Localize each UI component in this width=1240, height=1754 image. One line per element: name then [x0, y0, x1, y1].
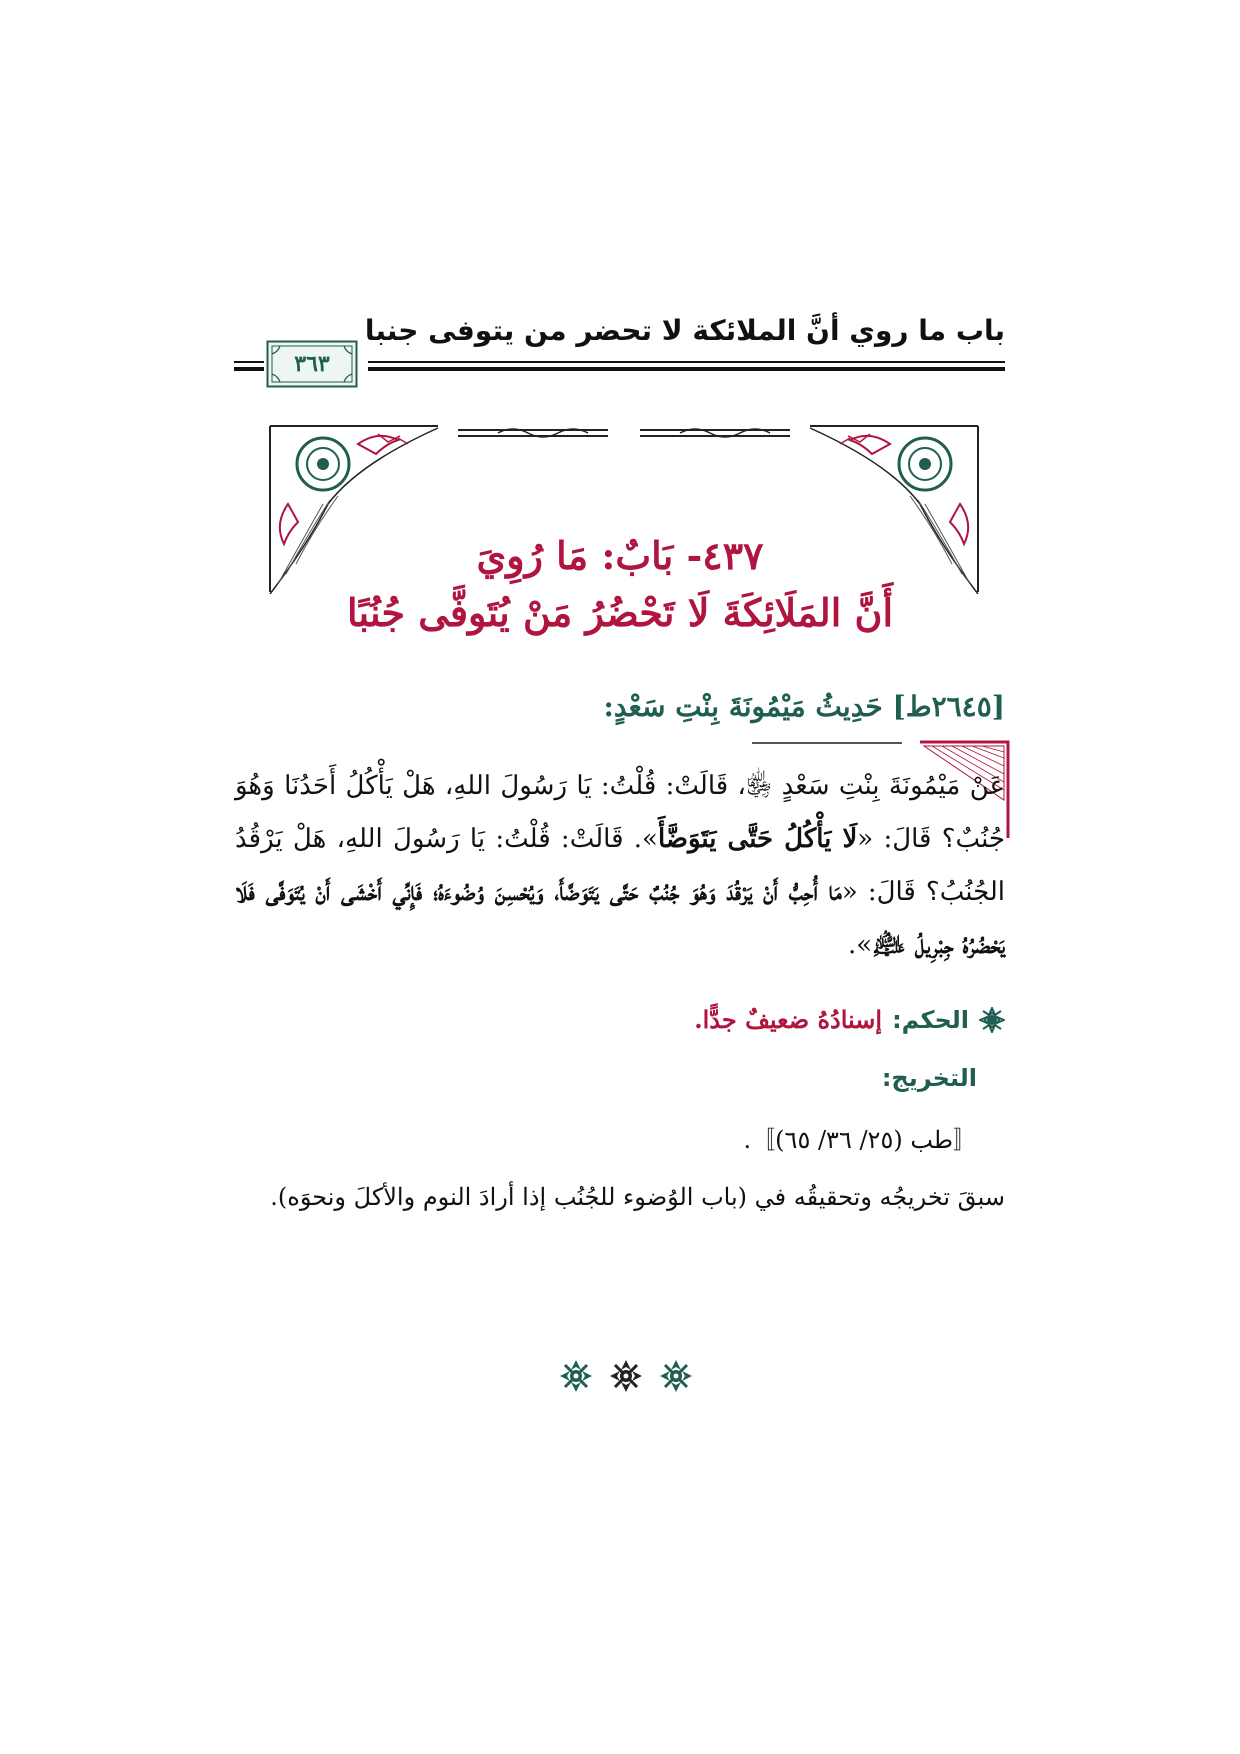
chapter-title-line1: ٤٣٧- بَابٌ: مَا رُوِيَ: [476, 533, 764, 578]
hadith-text: [235, 760, 1005, 972]
ruling-line: [694, 1005, 1005, 1034]
chapter-title-line2: أَنَّ المَلَائِكَةَ لَا تَحْضُرُ مَنْ يُتَوفَّى جُنُبًا: [346, 590, 894, 635]
takhrij-label: التخريج:: [881, 1064, 977, 1092]
header-rule-short: [234, 361, 264, 371]
hadith-heading: [٢٦٤٥ط] حَدِيثُ مَيْمُونَةَ بِنْتِ سَعْدٍ:: [603, 690, 1005, 723]
flower-icon-3: [660, 1360, 692, 1392]
takhrij-reference: 〚طب (٢٥/ ٣٦/ ٦٥)〛.: [743, 1126, 977, 1154]
ruling-label: الحكم:: [892, 1005, 969, 1034]
hadith-text-part1: عَنْ مَيْمُونَةَ بِنْتِ سَعْدٍ ﵂، قَالَتْ: قُلْتُ: يَا رَسُولَ اللهِ، هَلْ يَأْكُلُ أَحَدُنَا وَهُوَ جُنُبٌ؟ قَالَ: «: [235, 771, 1006, 854]
flower-icon-1: [560, 1360, 592, 1392]
flower-icon: [979, 1007, 1005, 1033]
hadith-divider: [752, 742, 902, 744]
header-rule: [368, 361, 1005, 371]
hadith-text-part2: ». قَالَتْ: قُلْتُ: يَا رَسُولَ اللهِ، هَلْ يَرْقُدُ الجُنُبُ؟ قَالَ: «: [235, 824, 1006, 907]
hadith-text-bold1: لَا يَأْكُلُ حَتَّى يَتَوَضَّأَ: [657, 824, 858, 854]
ruling-value: إسنادُهُ ضعيفٌ جدًّا.: [694, 1005, 883, 1034]
hadith-text-bold2: مَا أُحِبُّ أَنْ يَرْقُدَ وَهُوَ جُنُبٌ حَتَّى يَتَوَضَّأَ، وَيُحْسِنَ وُضُوءَهُ؛ فَإِنِّي أَخْشَى أَنْ يُتَوَفَّى فَلَا يَحْضُرُهُ جِبْرِيلُ ﵇: [235, 877, 1005, 960]
takhrij-note: سبقَ تخريجُه وتحقيقُه في (باب الوُضوء للجُنُب إذا أرادَ النوم والأكلَ ونحوَه).: [270, 1183, 1005, 1211]
running-title: باب ما روي أنَّ الملائكة لا تحضر من يتوفى جنبا: [364, 314, 1005, 347]
hadith-text-part3: ».: [848, 930, 873, 960]
page-number: ٣٦٣: [294, 351, 330, 377]
end-ornament: [556, 1356, 696, 1396]
flower-icon-2: [610, 1360, 642, 1392]
